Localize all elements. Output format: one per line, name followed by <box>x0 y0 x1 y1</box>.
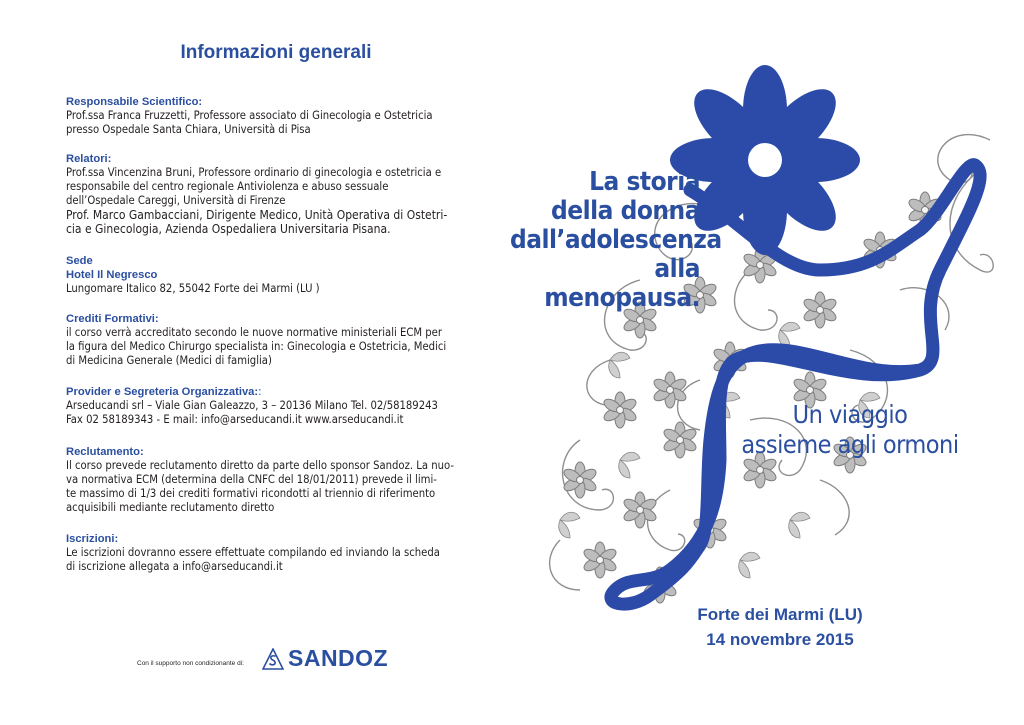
provider-heading-suffix: : <box>258 385 262 398</box>
sede-address: Lungomare Italico 82, 55042 Forte dei Marmi (LU ) <box>66 282 320 295</box>
relatori-line: cia e Ginecologia, Azienda Ospedaliera Universitaria Pisana. <box>66 222 391 236</box>
responsabile-heading: Responsabile Scientifico: <box>66 96 203 108</box>
crediti-line: il corso verrà accreditato secondo le nuove normative ministeriali ECM per <box>66 326 442 339</box>
flower-artwork <box>520 60 1010 620</box>
crediti-heading: Crediti Formativi: <box>66 313 159 325</box>
sandoz-wordmark: SANDOZ <box>288 645 389 671</box>
iscrizioni-line: di iscrizione allegata a info@arseducandi.it <box>66 560 283 573</box>
iscrizioni-section <box>66 532 476 574</box>
reclutamento-line: acquisibili mediante reclutamento diretto <box>66 501 275 514</box>
subtitle-line: Un viaggio <box>792 400 908 429</box>
event-place: Forte dei Marmi (LU) <box>697 605 863 624</box>
title-line: della donna <box>551 196 700 226</box>
provider-section <box>66 385 476 427</box>
relatori-line: Prof. Marco Gambacciani, Dirigente Medico, Unità Operativa di Ostetri- <box>66 208 448 222</box>
provider-heading: Provider e Segreteria Organizzativa: <box>66 386 259 398</box>
provider-heading-row <box>66 385 476 399</box>
title-line: alla <box>654 254 700 284</box>
relatori-line: Prof.ssa Vincenzina Bruni, Professore ordinario di ginecologia e ostetricia e <box>66 166 442 179</box>
subtitle-line: assieme agli ormoni <box>741 430 959 459</box>
reclutamento-section <box>66 445 476 515</box>
title-line: dall’adolescenza <box>510 225 722 255</box>
responsabile-line: Prof.ssa Franca Fruzzetti, Professore associato di Ginecologia e Ostetricia <box>66 109 433 122</box>
relatori-heading: Relatori: <box>66 153 112 165</box>
iscrizioni-heading: Iscrizioni: <box>66 533 119 545</box>
responsabile-line: presso Ospedale Santa Chiara, Università di Pisa <box>66 123 311 136</box>
event-title <box>510 167 722 313</box>
page-title: Informazioni generali <box>180 42 372 63</box>
event-date: 14 novembre 2015 <box>706 630 854 649</box>
reclutamento-line: te massimo di 1/3 dei crediti formativi ricondotti al triennio di riferimento <box>66 487 436 500</box>
relatori-section <box>66 152 476 236</box>
reclutamento-line: Il corso prevede reclutamento diretto da parte dello sponsor Sandoz. La nuo- <box>66 459 454 472</box>
sede-heading: Sede <box>66 255 93 267</box>
event-subtitle <box>740 400 960 460</box>
provider-line: Arseducandi srl – Viale Gian Galeazzo, 3 – 20136 Milano Tel. 02/58189243 <box>66 399 438 412</box>
responsabile-section <box>66 95 476 137</box>
event-location-date <box>650 602 910 652</box>
sandoz-triangle-icon <box>262 648 284 670</box>
crediti-line: la figura del Medico Chirurgo specialista in: Ginecologia e Ostetricia, Medici <box>66 340 447 353</box>
support-text: Con il supporto non condizionante di: <box>137 660 244 667</box>
crediti-section <box>66 312 476 368</box>
reclutamento-heading: Reclutamento: <box>66 446 144 458</box>
provider-line: Fax 02 58189343 - E mail: info@arseducandi.it www.arseducandi.it <box>66 413 404 426</box>
relatori-line: dell’Ospedale Careggi, Università di Firenze <box>66 194 286 207</box>
sandoz-logo <box>262 645 388 672</box>
crediti-line: di Medicina Generale (Medici di famiglia) <box>66 354 272 367</box>
title-line: La storia <box>589 167 700 197</box>
iscrizioni-line: Le iscrizioni dovranno essere effettuate compilando ed inviando la scheda <box>66 546 440 559</box>
sede-hotel-name: Hotel Il Negresco <box>66 269 158 281</box>
reclutamento-line: va normativa ECM (determina della CNFC del 18/01/2011) prevede il limi- <box>66 473 437 486</box>
sede-section <box>66 254 476 296</box>
relatori-line: responsabile del centro regionale Antiviolenza e abuso sessuale <box>66 180 389 193</box>
title-line: menopausa. <box>544 283 700 313</box>
